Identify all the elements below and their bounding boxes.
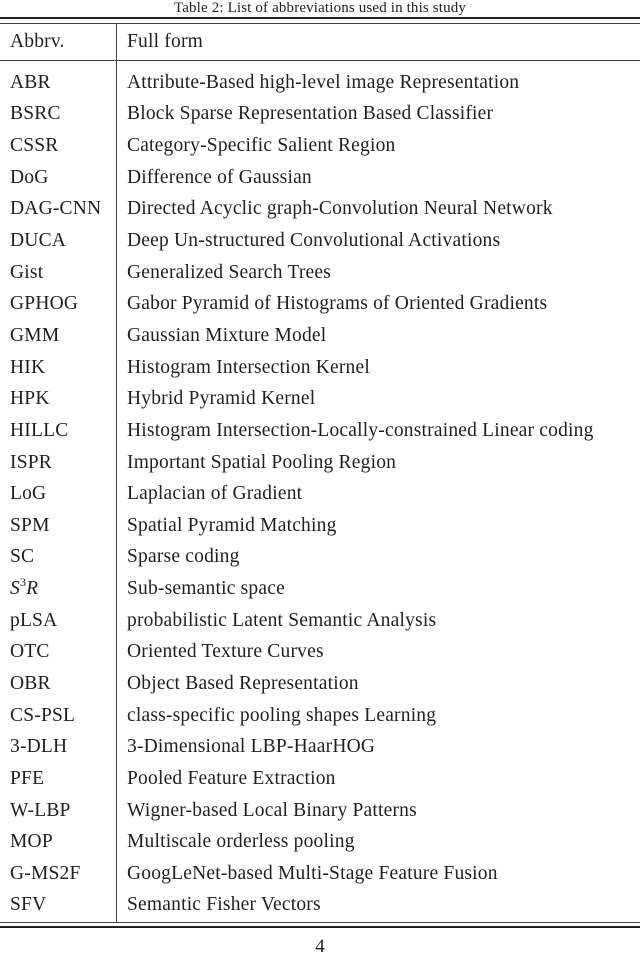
- abbr-cell: DAG-CNN: [10, 198, 102, 220]
- abbr-cell: PFE: [10, 767, 45, 789]
- full-form-cell: Histogram Intersection-Locally-constrained Linear coding: [127, 419, 594, 441]
- abbr-cell: SFV: [10, 894, 47, 916]
- table-body: [0, 67, 640, 921]
- full-form-cell: Oriented Texture Curves: [127, 641, 324, 663]
- full-form-cell: Category-Specific Salient Region: [127, 135, 396, 157]
- full-form-cell: Block Sparse Representation Based Classifier: [127, 103, 494, 125]
- abbr-cell: LoG: [10, 483, 47, 505]
- table-row: [0, 510, 640, 542]
- full-form-cell: Multiscale orderless pooling: [127, 831, 355, 853]
- table-row: [0, 858, 640, 890]
- full-form-cell: probabilistic Latent Semantic Analysis: [127, 609, 437, 631]
- table-row: [0, 67, 640, 99]
- full-form-cell: GoogLeNet-based Multi-Stage Feature Fusion: [127, 862, 498, 884]
- header-full-form: Full form: [127, 31, 204, 52]
- full-form-cell: Generalized Search Trees: [127, 261, 332, 283]
- full-form-cell: Difference of Gaussian: [127, 166, 312, 188]
- table-row: [0, 890, 640, 922]
- table-row: [0, 542, 640, 574]
- full-form-cell: Wigner-based Local Binary Patterns: [127, 799, 417, 821]
- table-row: [0, 478, 640, 510]
- full-form-cell: Pooled Feature Extraction: [127, 767, 336, 789]
- full-form-cell: Sub-semantic space: [127, 578, 285, 600]
- table-row: [0, 763, 640, 795]
- abbr-cell: DUCA: [10, 230, 67, 252]
- bottom-rule-thick: [0, 926, 640, 928]
- full-form-cell: Gaussian Mixture Model: [127, 324, 327, 346]
- bottom-rule-thin: [0, 922, 640, 923]
- table-row: [0, 795, 640, 827]
- table-row: [0, 225, 640, 257]
- abbr-cell: Gist: [10, 261, 44, 283]
- full-form-cell: 3-Dimensional LBP-HaarHOG: [127, 736, 376, 758]
- table-row: [0, 605, 640, 637]
- abbr-cell: CS-PSL: [10, 704, 76, 726]
- full-form-cell: Hybrid Pyramid Kernel: [127, 388, 316, 410]
- abbr-cell: 3-DLH: [10, 736, 68, 758]
- full-form-cell: Object Based Representation: [127, 672, 359, 694]
- full-form-cell: Spatial Pyramid Matching: [127, 514, 337, 536]
- table-row: [0, 447, 640, 479]
- header-abbr: Abbrv.: [10, 31, 65, 52]
- abbr-cell: HIK: [10, 356, 46, 378]
- abbr-cell: GMM: [10, 324, 60, 346]
- table-row: [0, 288, 640, 320]
- table-row: [0, 637, 640, 669]
- top-rule-thick: [0, 17, 640, 19]
- abbr-cell: ABR: [10, 71, 51, 93]
- abbr-cell: GPHOG: [10, 293, 79, 315]
- abbr-cell: BSRC: [10, 103, 61, 125]
- table-caption: Table 2: List of abbreviations used in this study: [173, 0, 467, 16]
- page-number: 4: [315, 936, 325, 957]
- abbr-cell: ISPR: [10, 451, 52, 473]
- full-form-cell: Sparse coding: [127, 546, 240, 568]
- full-form-cell: Attribute-Based high-level image Representation: [127, 71, 520, 93]
- table-row: [0, 383, 640, 415]
- full-form-cell: Histogram Intersection Kernel: [127, 356, 370, 378]
- table-row: [0, 352, 640, 384]
- full-form-cell: Semantic Fisher Vectors: [127, 894, 321, 916]
- table-row: [0, 700, 640, 732]
- abbr-cell: DoG: [10, 166, 49, 188]
- abbr-cell: OTC: [10, 641, 50, 663]
- table-row: [0, 826, 640, 858]
- abbr-cell: W-LBP: [10, 799, 71, 821]
- full-form-cell: Directed Acyclic graph-Convolution Neural Network: [127, 198, 553, 220]
- abbr-cell: SC: [10, 546, 35, 568]
- header-rule: [0, 60, 640, 61]
- table-row: [0, 668, 640, 700]
- table-row: [0, 162, 640, 194]
- full-form-cell: class-specific pooling shapes Learning: [127, 704, 437, 726]
- abbr-cell: HPK: [10, 388, 50, 410]
- table-row: [0, 320, 640, 352]
- table-row: [0, 194, 640, 226]
- full-form-cell: Important Spatial Pooling Region: [127, 451, 397, 473]
- abbr-cell: HILLC: [10, 419, 69, 441]
- full-form-cell: Deep Un-structured Convolutional Activations: [127, 230, 501, 252]
- full-form-cell: Gabor Pyramid of Histograms of Oriented Gradients: [127, 293, 548, 315]
- abbr-math-base: S: [10, 578, 20, 600]
- abbr-cell: MOP: [10, 831, 53, 853]
- abbr-cell: G-MS2F: [10, 862, 81, 884]
- table-row: [0, 415, 640, 447]
- abbr-cell: SPM: [10, 514, 50, 536]
- table-row: [0, 731, 640, 763]
- table-header-row: [0, 24, 640, 60]
- abbr-math-suffix: R: [26, 578, 39, 600]
- abbr-cell: [0, 575, 116, 600]
- table-row: [0, 130, 640, 162]
- abbr-cell: OBR: [10, 672, 51, 694]
- abbr-cell: CSSR: [10, 135, 59, 157]
- abbr-cell: pLSA: [10, 609, 58, 631]
- table-row: [0, 257, 640, 289]
- full-form-cell: Laplacian of Gradient: [127, 483, 303, 505]
- table-row: [0, 573, 640, 605]
- abbr-math-superscript: 3: [19, 575, 27, 590]
- table-row: [0, 99, 640, 131]
